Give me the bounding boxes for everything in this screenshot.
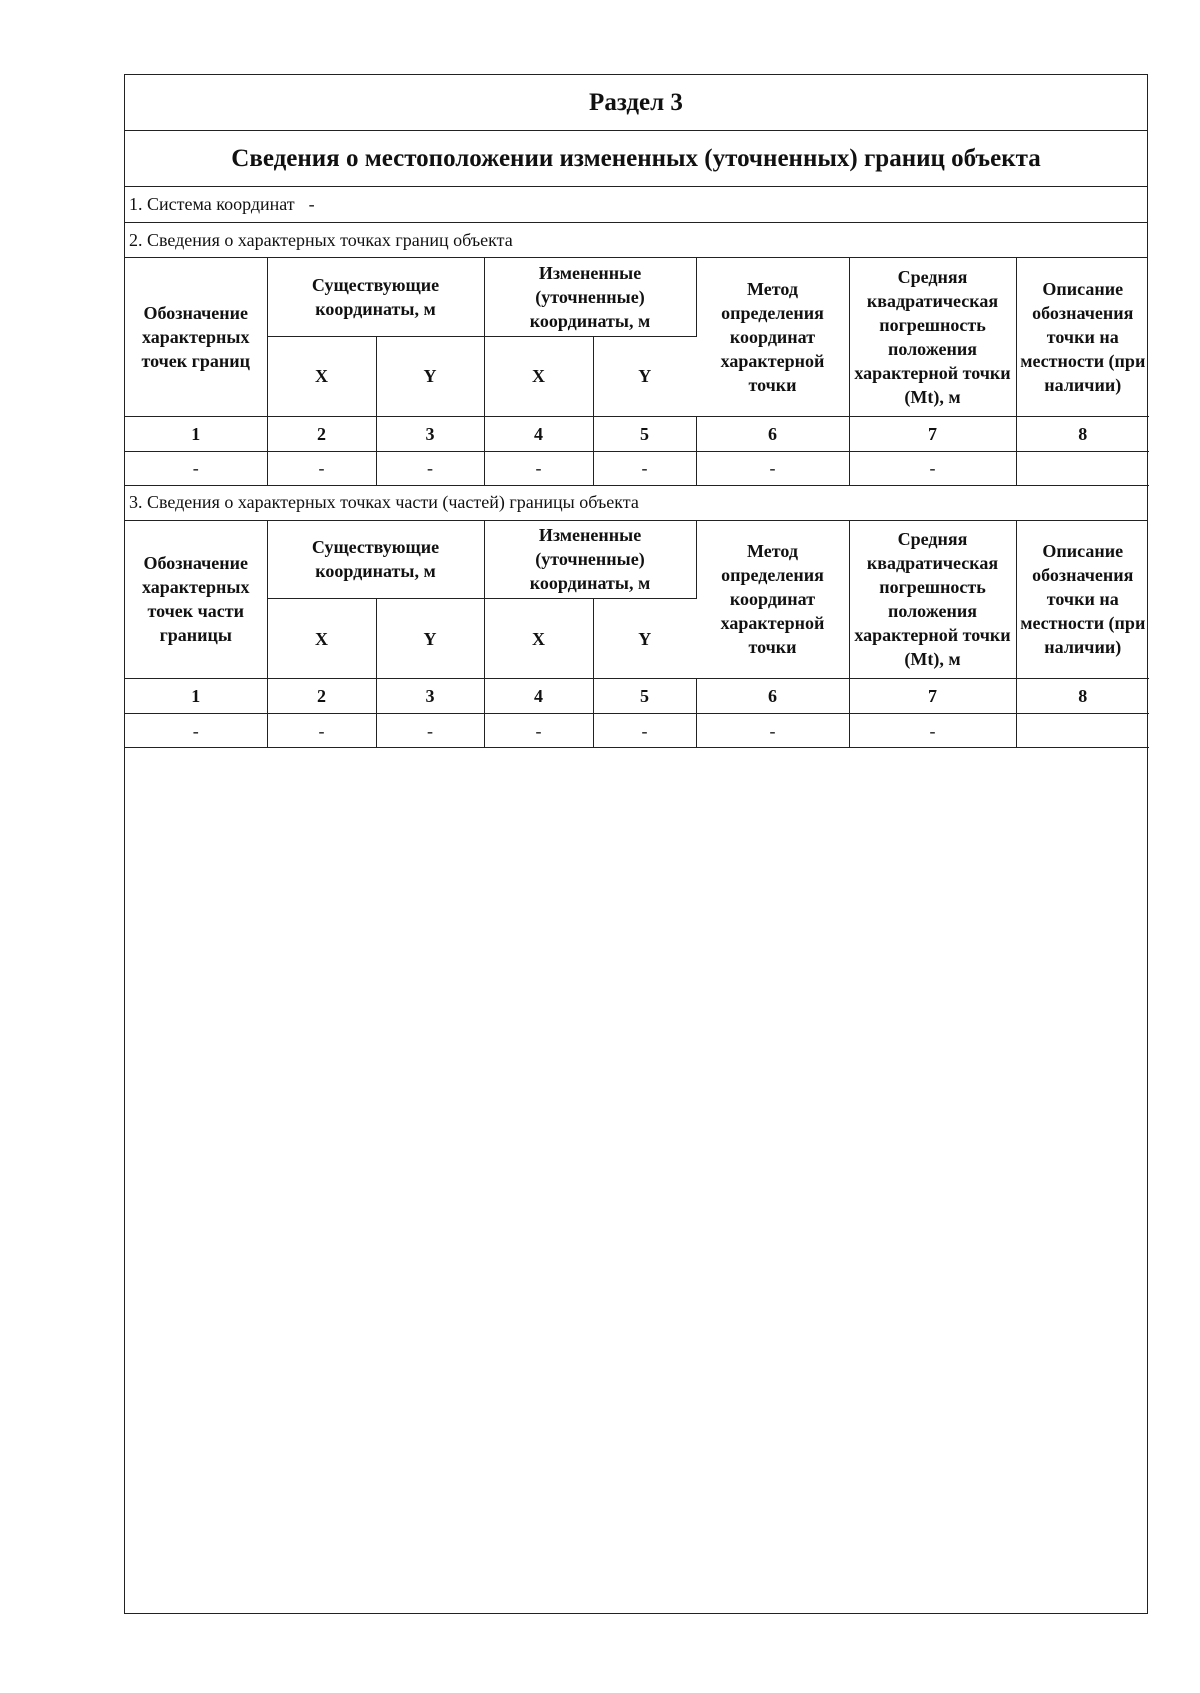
- table2-col-number: 6: [696, 679, 849, 714]
- table1-cell: -: [849, 451, 1016, 485]
- table2-col-number: 8: [1016, 679, 1149, 714]
- table1-col-number: 1: [125, 416, 267, 451]
- table1-cell: -: [484, 451, 593, 485]
- table1-cell: [1016, 451, 1149, 485]
- table2-col-number: 1: [125, 679, 267, 714]
- section-title: Раздел 3: [125, 75, 1147, 131]
- table2-cell: [1016, 714, 1149, 748]
- table1-cell: -: [376, 451, 484, 485]
- table2-header-changed-y: Y: [593, 599, 696, 679]
- table1: [125, 258, 1149, 486]
- table2-cell: -: [267, 714, 376, 748]
- table2-header-existing-y: Y: [376, 599, 484, 679]
- table1-header-changed-y: Y: [593, 336, 696, 416]
- table2-cell: -: [125, 714, 267, 748]
- table2-header-existing: Существующие координаты, м: [267, 521, 484, 599]
- table2-col-number: 2: [267, 679, 376, 714]
- table1-cell: -: [125, 451, 267, 485]
- table1-header-changed: Измененные (уточненные) координаты, м: [484, 258, 696, 336]
- table2-cell: -: [593, 714, 696, 748]
- table1-col-number: 7: [849, 416, 1016, 451]
- table1-cell: -: [267, 451, 376, 485]
- table1-cell: -: [593, 451, 696, 485]
- table1-col-number: 5: [593, 416, 696, 451]
- coord-system-value: -: [308, 194, 315, 214]
- table1-cell: -: [696, 451, 849, 485]
- table2-cell: -: [376, 714, 484, 748]
- table2-header-changed-x: X: [484, 599, 593, 679]
- table1-col-number: 6: [696, 416, 849, 451]
- table1-col-number: 3: [376, 416, 484, 451]
- table2-cell: -: [696, 714, 849, 748]
- table1-header-error: Средняя квадратическая погрешность положения характерной точки (Mt), м: [849, 258, 1016, 416]
- table1-header-existing: Существующие координаты, м: [267, 258, 484, 336]
- table1-header-method: Метод определения координат характерной точки: [696, 258, 849, 416]
- table1-header-description: Описание обозначения точки на местности (при наличии): [1016, 258, 1149, 416]
- table2-header-method: Метод определения координат характерной точки: [696, 521, 849, 679]
- table2-cell: -: [484, 714, 593, 748]
- table2-header-existing-x: X: [267, 599, 376, 679]
- document-sheet: [124, 74, 1148, 1614]
- table1-header-changed-x: X: [484, 336, 593, 416]
- table1-col-number: 4: [484, 416, 593, 451]
- table2-col-number: 7: [849, 679, 1016, 714]
- table2-col-number: 3: [376, 679, 484, 714]
- table2-header-error: Средняя квадратическая погрешность положения характерной точки (Mt), м: [849, 521, 1016, 679]
- table1-header-existing-y: Y: [376, 336, 484, 416]
- table2-cell: -: [849, 714, 1016, 748]
- table2: [125, 521, 1149, 749]
- table1-col-number: 8: [1016, 416, 1149, 451]
- section-subtitle: Сведения о местоположении измененных (уточненных) границ объекта: [125, 131, 1147, 187]
- table1-caption: 2. Сведения о характерных точках границ объекта: [125, 223, 1147, 258]
- table2-header-designation: Обозначение характерных точек части границы: [125, 521, 267, 679]
- table2-header-changed: Измененные (уточненные) координаты, м: [484, 521, 696, 599]
- table1-header-designation: Обозначение характерных точек границ: [125, 258, 267, 416]
- table2-caption: 3. Сведения о характерных точках части (частей) границы объекта: [125, 486, 1147, 521]
- table1-header-existing-x: X: [267, 336, 376, 416]
- coord-system-line: [125, 187, 1147, 223]
- coord-system-label: 1. Система координат: [129, 194, 295, 214]
- table1-col-number: 2: [267, 416, 376, 451]
- table2-col-number: 5: [593, 679, 696, 714]
- table2-col-number: 4: [484, 679, 593, 714]
- table2-header-description: Описание обозначения точки на местности (при наличии): [1016, 521, 1149, 679]
